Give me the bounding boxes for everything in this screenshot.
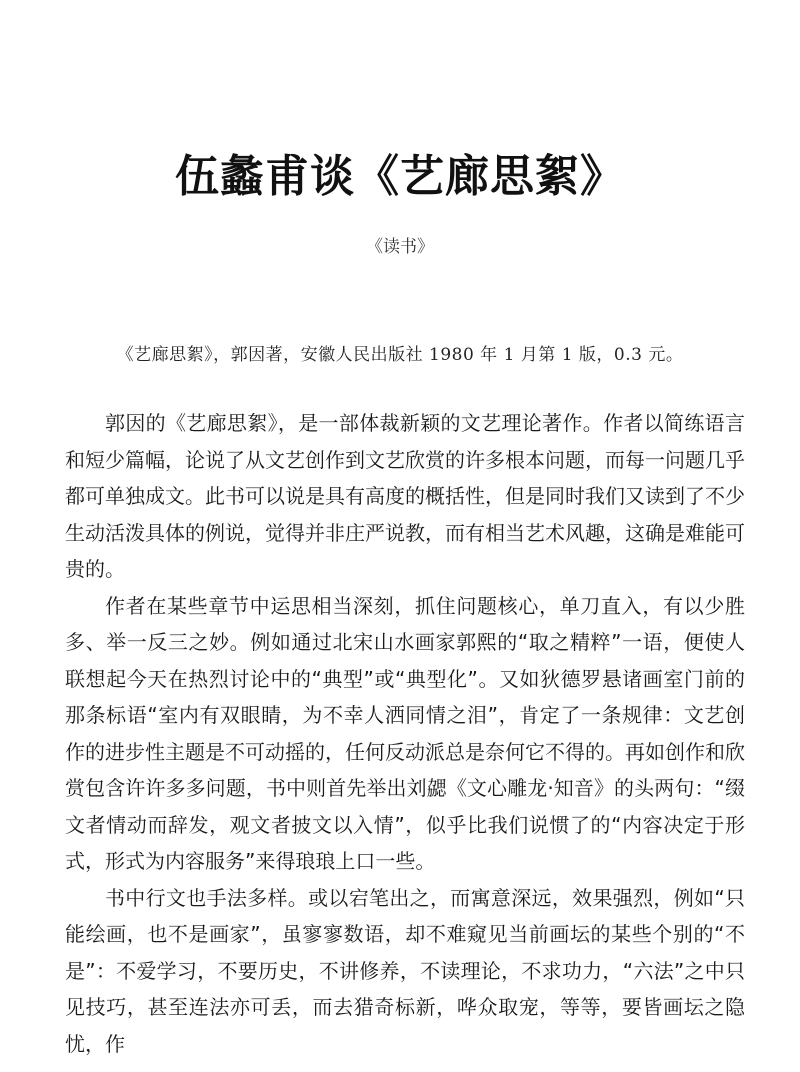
- body-paragraph: 书中行文也手法多样。或以宕笔出之，而寓意深远，效果强烈，例如“只能绘画，也不是画家”，虽寥寥数语，却不难窥见当前画坛的某些个别的“不是”：不爱学习，不要历史，不讲修养，不读理论，不求功力，“六法”之中只见技巧，甚至连法亦可丢，而去猎奇标新，哗众取宠，等等，要皆画坛之隐忧，作: [65, 885, 745, 1056]
- article-title: 伍蠡甫谈《艺廊思絮》: [175, 151, 625, 202]
- body-paragraph: 郭因的《艺廊思絮》，是一部体裁新颖的文艺理论著作。作者以简练语言和短少篇幅，论说了从文艺创作到文艺欣赏的许多根本问题，而每一问题几乎都可单独成文。此书可以说是具有高度的概括性，但是同时我们又读到了不少生动活泼具体的例说，觉得并非庄严说教，而有相当艺术风趣，这确是难能可贵的。: [65, 411, 745, 581]
- article-source: 《读书》: [366, 237, 434, 257]
- body-paragraph: 作者在某些章节中运思相当深刻，抓住问题核心，单刀直入，有以少胜多、举一反三之妙。例如通过北宋山水画家郭熙的“取之精粹”一语，便使人联想起今天在热烈讨论中的“典型”或“典型化”。又如狄德罗悬诸画室门前的那条标语“室内有双眼睛，为不幸人洒同情之泪”，肯定了一条规律：文艺创作的进步性主题是不可动摇的，任何反动派总是奈何它不得的。再如创作和欣赏包含许许多多问题，书中则首先举出刘勰《文心雕龙·知音》的头两句：“缀文者情动而辞发，观文者披文以入情”，似乎比我们说惯了的“内容决定于形式，形式为内容服务”来得琅琅上口一些。: [65, 593, 745, 873]
- book-info: 《艺廊思絮》，郭因著，安徽人民出版社 1980 年 1 月第 1 版，0.3 元。: [116, 345, 684, 365]
- article-body: [65, 405, 745, 1062]
